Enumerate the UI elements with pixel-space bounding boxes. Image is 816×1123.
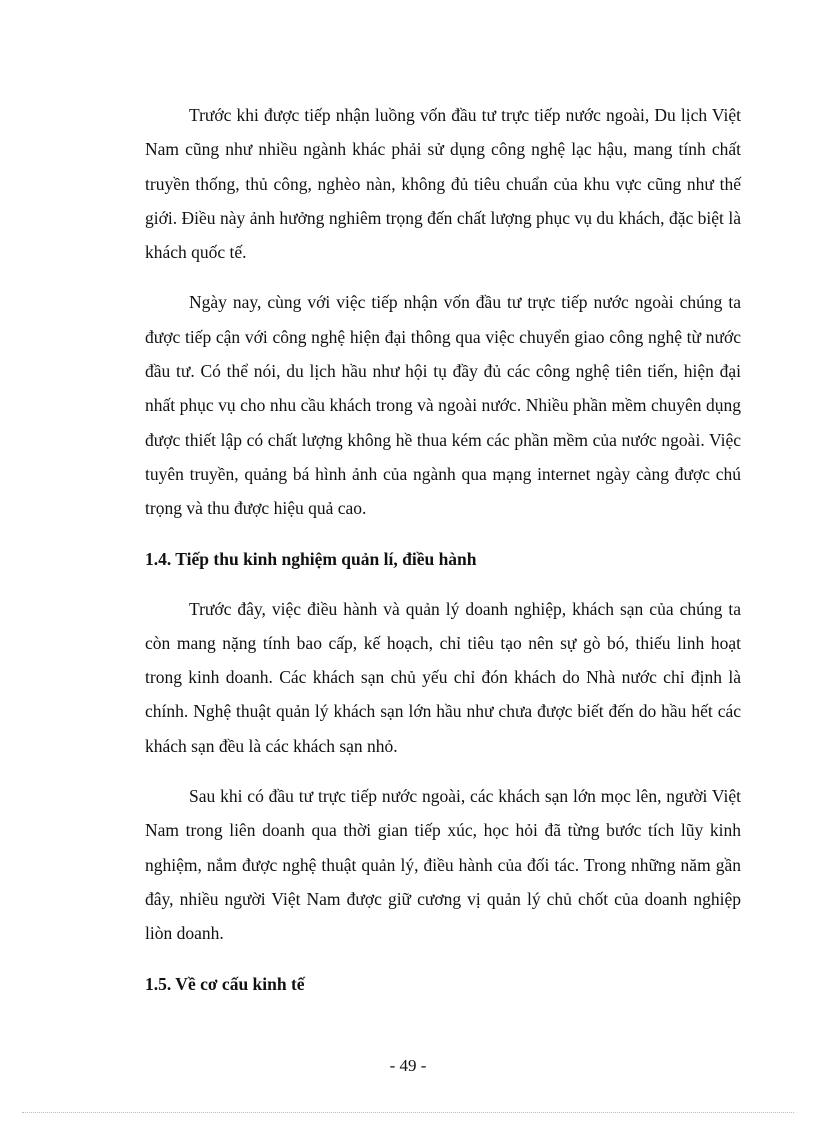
body-paragraph: Trước khi được tiếp nhận luồng vốn đầu tư trực tiếp nước ngoài, Du lịch Việt Nam cũng như nhiều ngành khác phải sử dụng công nghệ lạc hậu, mang tính chất truyền thống, thủ công, nghèo nàn, không đủ tiêu chuẩn của khu vực cũng như thế giới. Điều này ảnh hưởng nghiêm trọng đến chất lượng phục vụ du khách, đặc biệt là khách quốc tế. — [145, 105, 741, 263]
page-bottom-divider — [22, 1112, 794, 1113]
section-heading-1-4: 1.4. Tiếp thu kinh nghiệm quản lí, điều hành — [145, 548, 477, 569]
body-paragraph: Trước đây, việc điều hành và quản lý doanh nghiệp, khách sạn của chúng ta còn mang nặng tính bao cấp, kế hoạch, chỉ tiêu tạo nên sự gò bó, thiếu linh hoạt trong kinh doanh. Các khách sạn chủ yếu chỉ đón khách do Nhà nước chỉ định là chính. Nghệ thuật quản lý khách sạn lớn hầu như chưa được biết đến do hầu hết các khách sạn đều là các khách sạn nhỏ. — [145, 598, 741, 756]
body-paragraph: Ngày nay, cùng với việc tiếp nhận vốn đầu tư trực tiếp nước ngoài chúng ta được tiếp cận với công nghệ hiện đại thông qua việc chuyển giao công nghệ từ nước đầu tư. Có thể nói, du lịch hầu như hội tụ đầy đủ các công nghệ tiên tiến, hiện đại nhất phục vụ cho nhu cầu khách trong và ngoài nước. Nhiều phần mềm chuyên dụng được thiết lập có chất lượng không hề thua kém các phần mềm của nước ngoài. Việc tuyên truyền, quảng bá hình ảnh của ngành qua mạng internet ngày càng được chú trọng và thu được hiệu quả cao. — [145, 292, 741, 519]
body-paragraph: Sau khi có đầu tư trực tiếp nước ngoài, các khách sạn lớn mọc lên, người Việt Nam trong liên doanh qua thời gian tiếp xúc, học hỏi đã từng bước tích lũy kinh nghiệm, nắm được nghệ thuật quản lý, điều hành của đối tác. Trong những năm gần đây, nhiều người Việt Nam được giữ cương vị quản lý chủ chốt của doanh nghiệp liòn doanh. — [145, 786, 741, 944]
page-number: - 49 - — [389, 1056, 427, 1075]
page-body — [145, 98, 741, 1017]
section-heading-1-5: 1.5. Về cơ cấu kinh tế — [145, 973, 305, 994]
